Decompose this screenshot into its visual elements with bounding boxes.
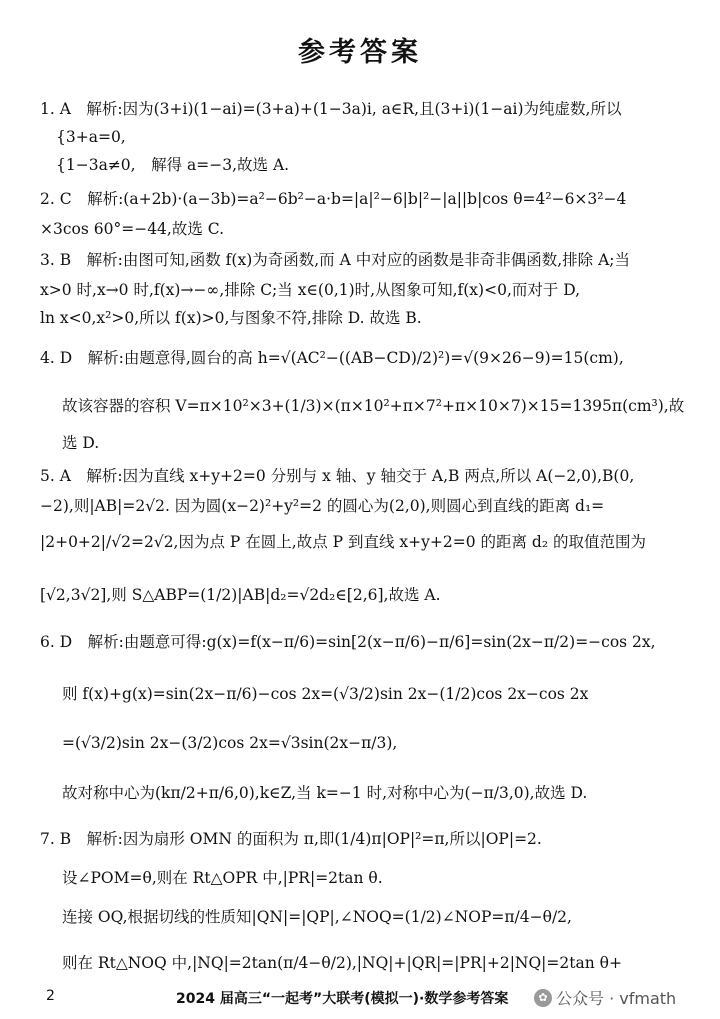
q2-line-2: ×3cos 60°=−44,故选 C. [40,220,225,238]
q7-line-4: 则在 Rt△NOQ 中,|NQ|=2tan(π/4−θ/2),|NQ|+|QR|=|PR|+2|NQ|=2tan θ+ [62,954,622,972]
q5-line-3: |2+0+2|/√2=2√2,因为点 P 在圆上,故点 P 到直线 x+y+2=0 的距离 d₂ 的取值范围为 [40,533,647,551]
q7-line-2: 设∠POM=θ,则在 Rt△OPR 中,|PR|=2tan θ. [62,869,383,887]
q3-line-1: 3. B 解析:由图可知,函数 f(x)为奇函数,而 A 中对应的函数是非奇非偶函数,排除 A;当 [40,251,631,269]
q5-line-4: [√2,3√2],则 S△ABP=(1/2)|AB|d₂=√2d₂∈[2,6],故选 A. [40,586,441,604]
footer-title: 2024 届高三“一起考”大联考(模拟一)·数学参考答案 [176,991,509,1007]
q5-line-1: 5. A 解析:因为直线 x+y+2=0 分别与 x 轴、y 轴交于 A,B 两点,所以 A(−2,0),B(0, [40,467,635,485]
q6-line-3: =(√3/2)sin 2x−(3/2)cos 2x=√3sin(2x−π/3), [62,734,398,752]
q1-system-line-1: {3+a=0, [56,128,126,146]
watermark-text: 公众号 · vfmath [556,989,677,1008]
q3-line-2: x>0 时,x→0 时,f(x)→−∞,排除 C;当 x∈(0,1)时,从图象可知,f(x)<0,而对于 D, [40,281,581,299]
q6-line-2: 则 f(x)+g(x)=sin(2x−π/6)−cos 2x=(√3/2)sin 2x−(1/2)cos 2x−cos 2x [62,685,589,703]
q4-line-2: 故该容器的容积 V=π×10²×3+(1/3)×(π×10²+π×7²+π×10×7)×15=1395π(cm³),故 [62,397,685,415]
page-title: 参考答案 [298,37,422,68]
q5-line-2: −2),则|AB|=2√2. 因为圆(x−2)²+y²=2 的圆心为(2,0),则圆心到直线的距离 d₁= [40,497,605,515]
q1-line-1: 1. A 解析:因为(3+i)(1−ai)=(3+a)+(1−3a)i, a∈R,且(3+i)(1−ai)为纯虚数,所以 [40,100,622,118]
page-number: 2 [46,988,55,1004]
q4-line-1: 4. D 解析:由题意得,圆台的高 h=√(AC²−((AB−CD)/2)²)=√(9×26−9)=15(cm), [40,349,624,367]
q7-line-3: 连接 OQ,根据切线的性质知|QN|=|QP|,∠NOQ=(1/2)∠NOP=π/4−θ/2, [62,908,572,926]
q4-line-3: 选 D. [62,434,100,452]
watermark [534,986,676,1009]
q2-line-1: 2. C 解析:(a+2b)·(a−3b)=a²−6b²−a·b=|a|²−6|b|²−|a||b|cos θ=4²−6×3²−4 [40,190,627,208]
q7-line-1: 7. B 解析:因为扇形 OMN 的面积为 π,即(1/4)π|OP|²=π,所以|OP|=2. [40,830,542,848]
page-footer [0,986,720,1010]
q6-line-1: 6. D 解析:由题意可得:g(x)=f(x−π/6)=sin[2(x−π/6)−π/6]=sin(2x−π/2)=−cos 2x, [40,633,656,651]
q1-system-line-2: {1−3a≠0, 解得 a=−3,故选 A. [56,156,290,174]
q6-line-4: 故对称中心为(kπ/2+π/6,0),k∈Z,当 k=−1 时,对称中心为(−π/3,0),故选 D. [62,784,588,802]
q3-line-3: ln x<0,x²>0,所以 f(x)>0,与图象不符,排除 D. 故选 B. [40,309,422,327]
wechat-icon: ✿ [534,989,552,1007]
